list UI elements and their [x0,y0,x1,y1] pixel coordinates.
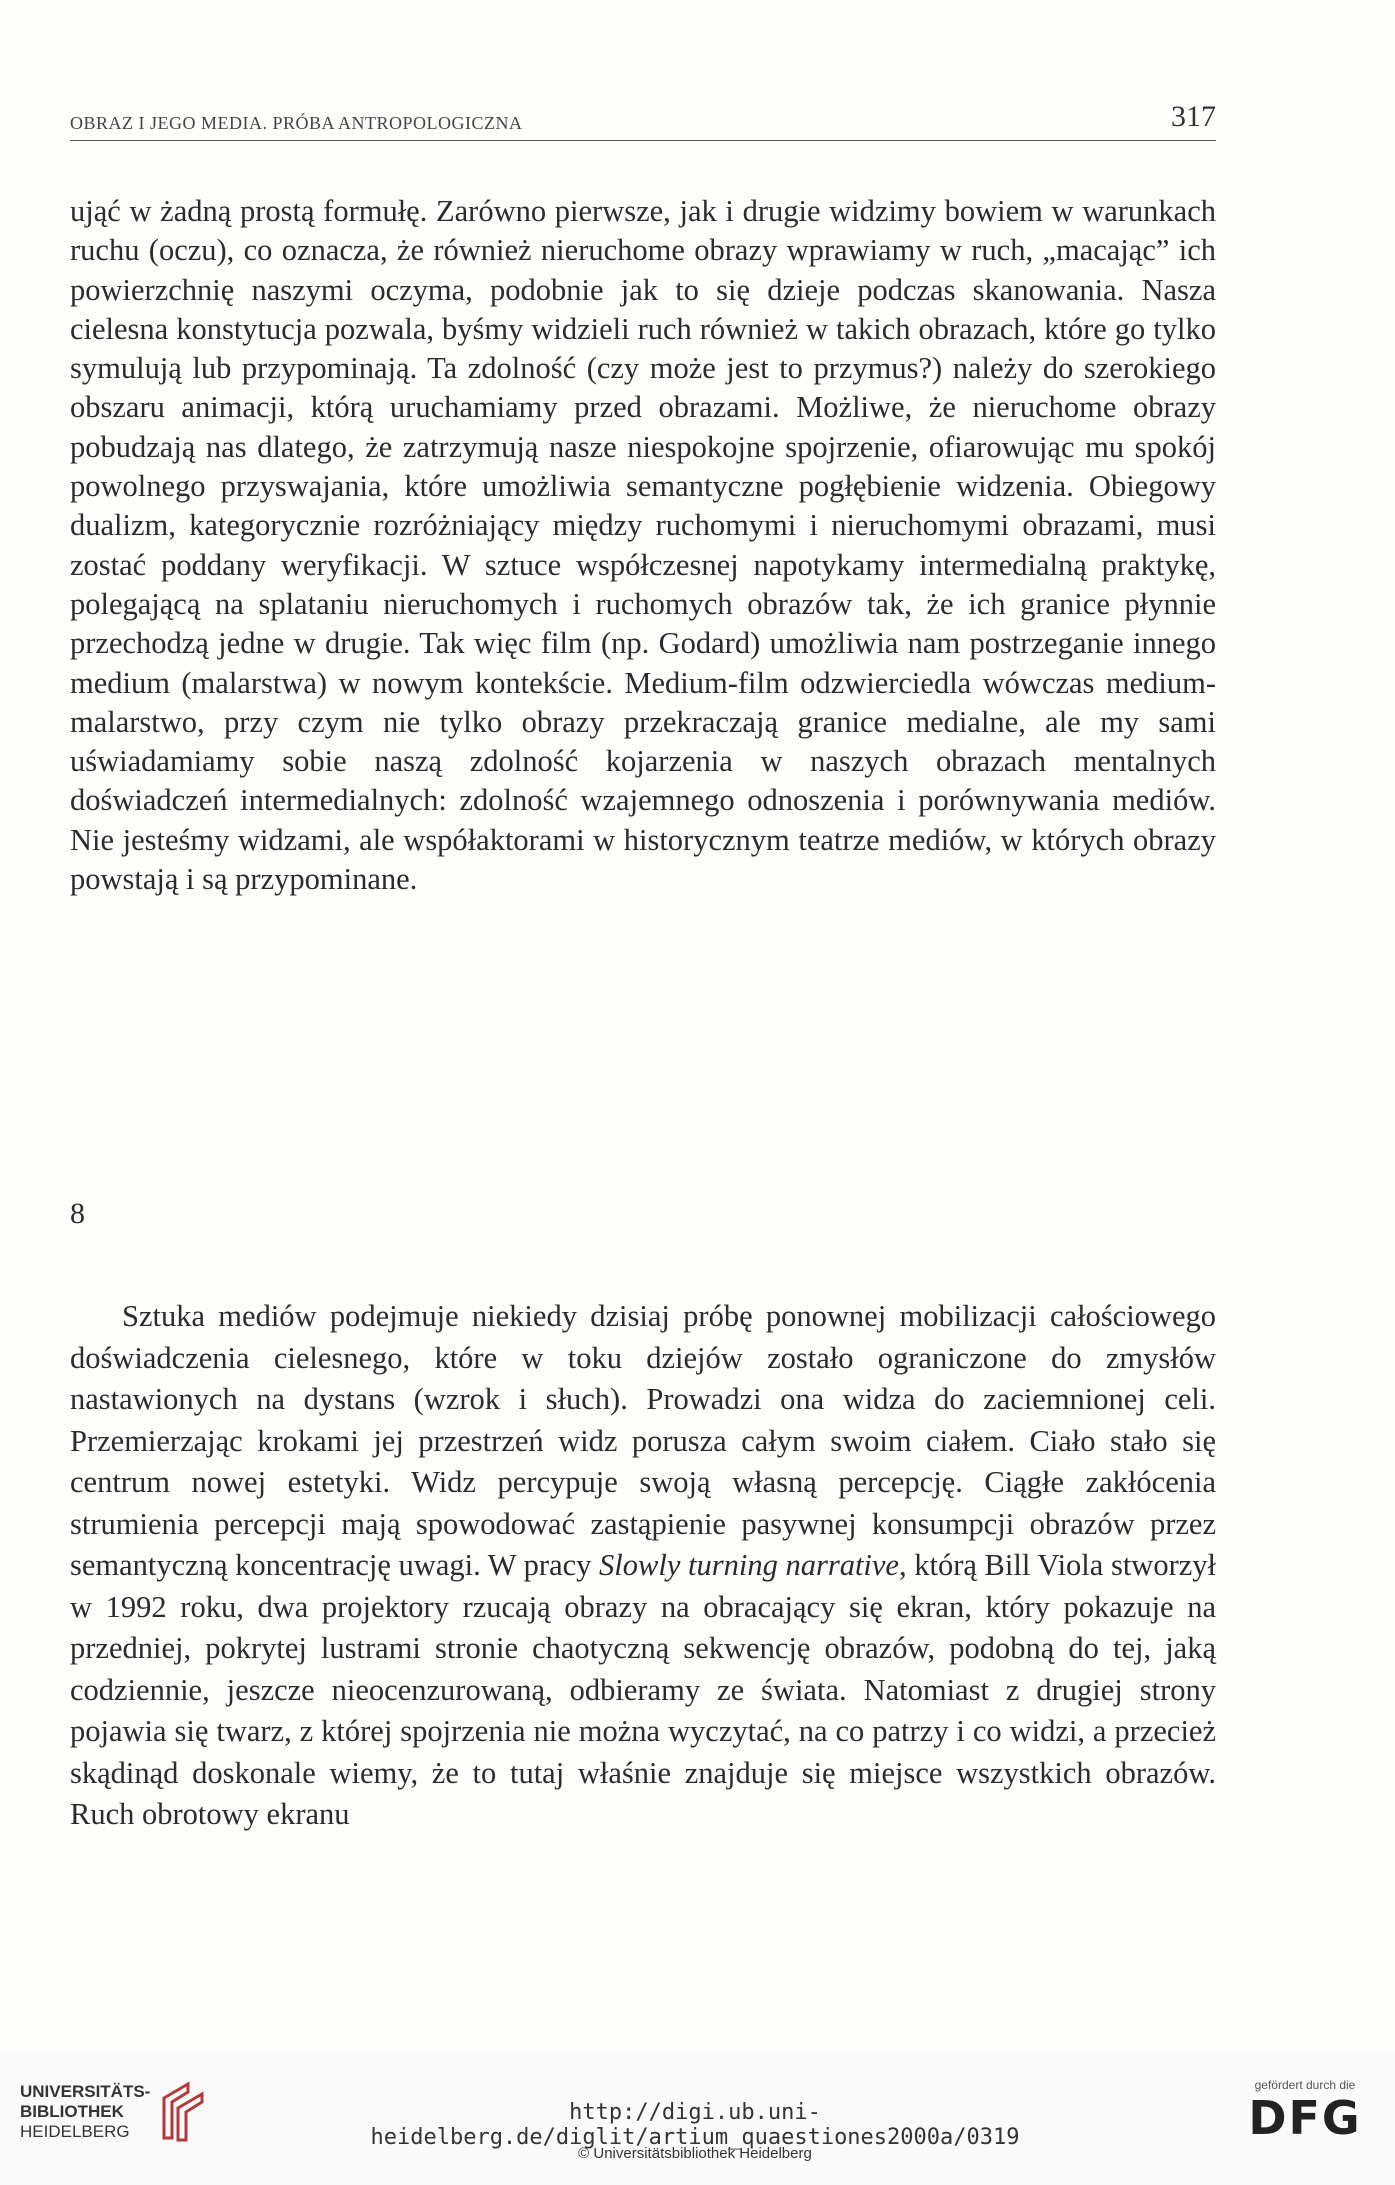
library-logo[interactable] [20,2080,210,2144]
library-name-line3: HEIDELBERG [20,2122,130,2141]
section-number: 8 [70,1197,85,1230]
dfg-logo: DFG [1248,2091,1362,2145]
paragraph-2 [70,1296,1216,1836]
library-emblem-icon [158,2080,210,2144]
funder-logo-block[interactable] [1240,2078,1370,2144]
funder-caption: gefördert durch die [1254,2078,1356,2092]
source-url-link[interactable]: http://digi.ub.uni-heidelberg.de/diglit/artium_quaestiones2000a/0319 [370,2100,1020,2150]
page-number: 317 [1171,100,1216,133]
library-name-line1: UNIVERSITÄTS- [20,2082,151,2101]
library-name [20,2082,150,2142]
paragraph-2-text-b: , którą Bill Viola stworzył w 1992 roku, dwa projektory rzucają obrazy na obracający się ekran, który pokazuje na przedniej, pokrytej lustrami stronie chaotyczną sekwencję obrazów, podobną do tej, jaką codziennie, jeszcze nieocenzurowaną, odbieramy ze świata. Natomiast z drugiej strony pojawia się twarz, z której spojrzenia nie można wyczytać, na co patrzy i co widzi, a przecież skądinąd doskonale wiemy, że to tutaj właśnie znajduje się miejsce wszystkich obrazów. Ruch obrotowy ekranu [70,1548,1216,1831]
paragraph-1: ująć w żadną prostą formułę. Zarówno pierwsze, jak i drugie widzimy bowiem w warunkach ruchu (oczu), co oznacza, że również nieruchome obrazy wprawiamy w ruch, „macając” ich powierzchnię naszymi oczyma, podobnie jak to się dzieje podczas skanowania. Nasza cielesna konstytucja pozwala, byśmy widzieli ruch również w takich obrazach, które go tylko symulują lub przypominają. Ta zdolność (czy może jest to przymus?) należy do szerokiego obszaru animacji, którą uruchamiamy przed obrazami. Możliwe, że nieruchome obrazy pobudzają nas dlatego, że zatrzymują nasze niespokojne spojrzenie, ofiarowując mu spokój powolnego przyswajania, które umożliwia semantyczne pogłębienie widzenia. Obiegowy dualizm, kategorycznie rozróżniający między ruchomymi i nieruchomymi obrazami, musi zostać poddany weryfikacji. W sztuce współczesnej napotykamy intermedialną praktykę, polegającą na splataniu nieruchomych i ruchomych obrazów tak, że ich granice płynnie przechodzą jedne w drugie. Tak więc film (np. Godard) umożliwia nam postrzeganie innego medium (malarstwa) w nowym kontekście. Medium-film odzwierciedla wówczas medium-malarstwo, przy czym nie tylko obrazy przekraczają granice medialne, ale my sami uświadamiamy sobie naszą zdolność kojarzenia w naszych obrazach mentalnych doświadczeń intermedialnych: zdolność wzajemnego odnoszenia i porównywania mediów. Nie jesteśmy widzami, ale współaktorami w historycznym teatrze mediów, w których obrazy powstają i są przypominane. [70,194,1216,897]
running-title: OBRAZ I JEGO MEDIA. PRÓBA ANTROPOLOGICZNA [70,113,523,133]
digitization-footer [0,2050,1395,2185]
paragraph-2-text-a: Sztuka mediów podejmuje niekiedy dzisiaj próbę ponownej mobilizacji całościowego doświadczenia cielesnego, które w toku dziejów zostało ograniczone do zmysłów nastawionych na dystans (wzrok i słuch). Prowadzi ona widza do zaciemnionej celi. Przemierzając krokami jej przestrzeń widz porusza całym swoim ciałem. Ciało stało się centrum nowej estetyki. Widz percypuje swoją własną percepcję. Ciągłe zakłócenia strumienia percepcji mają spowodować zastąpienie pasywnej konsumpcji obrazów przez semantyczną koncentrację uwagi. W pracy [70,1299,1216,1582]
running-head [70,100,1216,141]
copyright-notice: © Universitätsbibliothek Heidelberg [578,2145,812,2162]
work-title: Slowly turning narrative [599,1548,899,1582]
library-name-line2: BIBLIOTHEK [20,2102,124,2121]
